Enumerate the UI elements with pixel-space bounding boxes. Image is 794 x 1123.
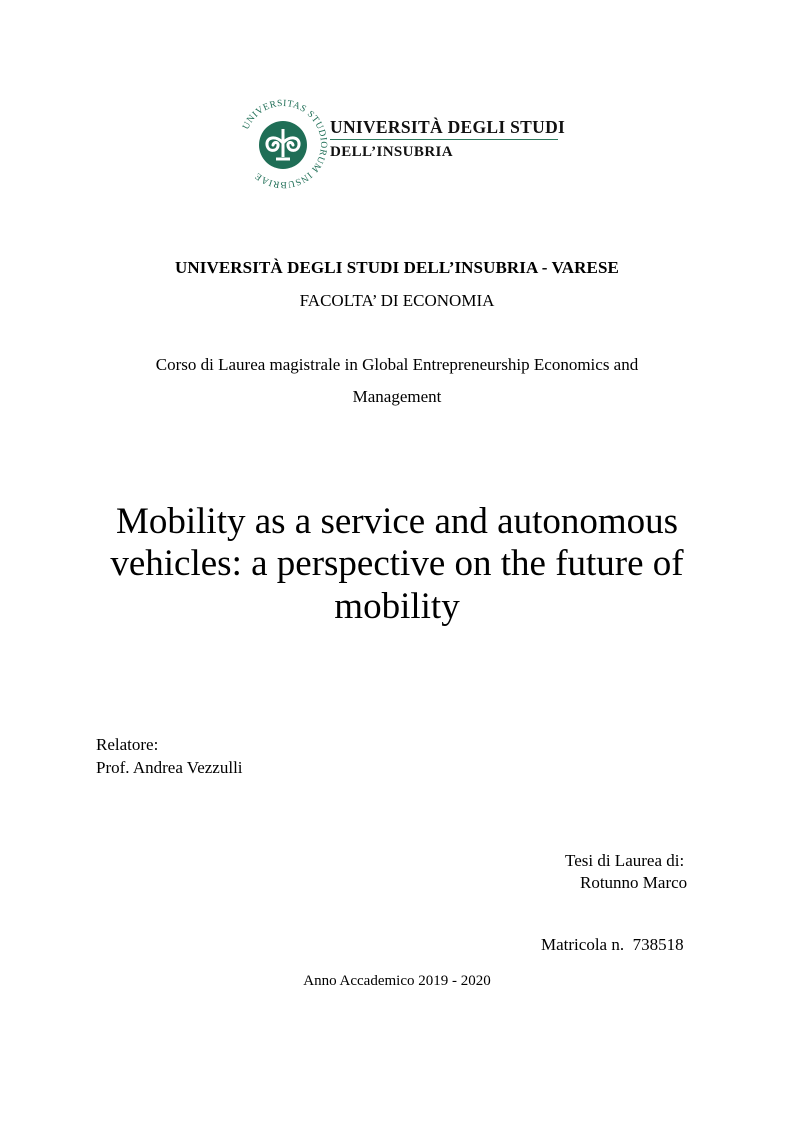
academic-year: Anno Accademico 2019 - 2020 xyxy=(303,973,491,989)
supervisor-label: Relatore: xyxy=(96,735,159,754)
university-seal-logo xyxy=(238,99,328,189)
student-id: Matricola n. 738518 xyxy=(541,935,684,954)
thesis-title-line-1: Mobility as a service and autonomous xyxy=(115,501,679,542)
seal-icon xyxy=(238,99,328,189)
svg-text:UNIVERSITAS STUDIORUM INSUBRIA: UNIVERSITAS STUDIORUM INSUBRIAE xyxy=(241,99,328,189)
author-label: Tesi di Laurea di: xyxy=(565,851,685,870)
thesis-title-line-2: vehicles: a perspective on the future of xyxy=(110,543,684,584)
wordmark-divider xyxy=(330,139,558,140)
faculty-name: FACOLTA’ DI ECONOMIA xyxy=(299,291,495,310)
wordmark-line-2: DELL’INSUBRIA xyxy=(330,144,454,160)
wordmark-line-1: UNIVERSITÀ DEGLI STUDI xyxy=(330,117,566,137)
degree-course-line-2: Management xyxy=(352,387,442,406)
degree-course-line-1: Corso di Laurea magistrale in Global Entrepreneurship Economics and xyxy=(155,355,639,374)
university-name: UNIVERSITÀ DEGLI STUDI DELL’INSUBRIA - VARESE xyxy=(175,258,619,277)
university-wordmark xyxy=(330,117,566,161)
thesis-title-line-3: mobility xyxy=(334,586,460,627)
supervisor-name: Prof. Andrea Vezzulli xyxy=(96,758,243,777)
author-name: Rotunno Marco xyxy=(580,873,688,892)
